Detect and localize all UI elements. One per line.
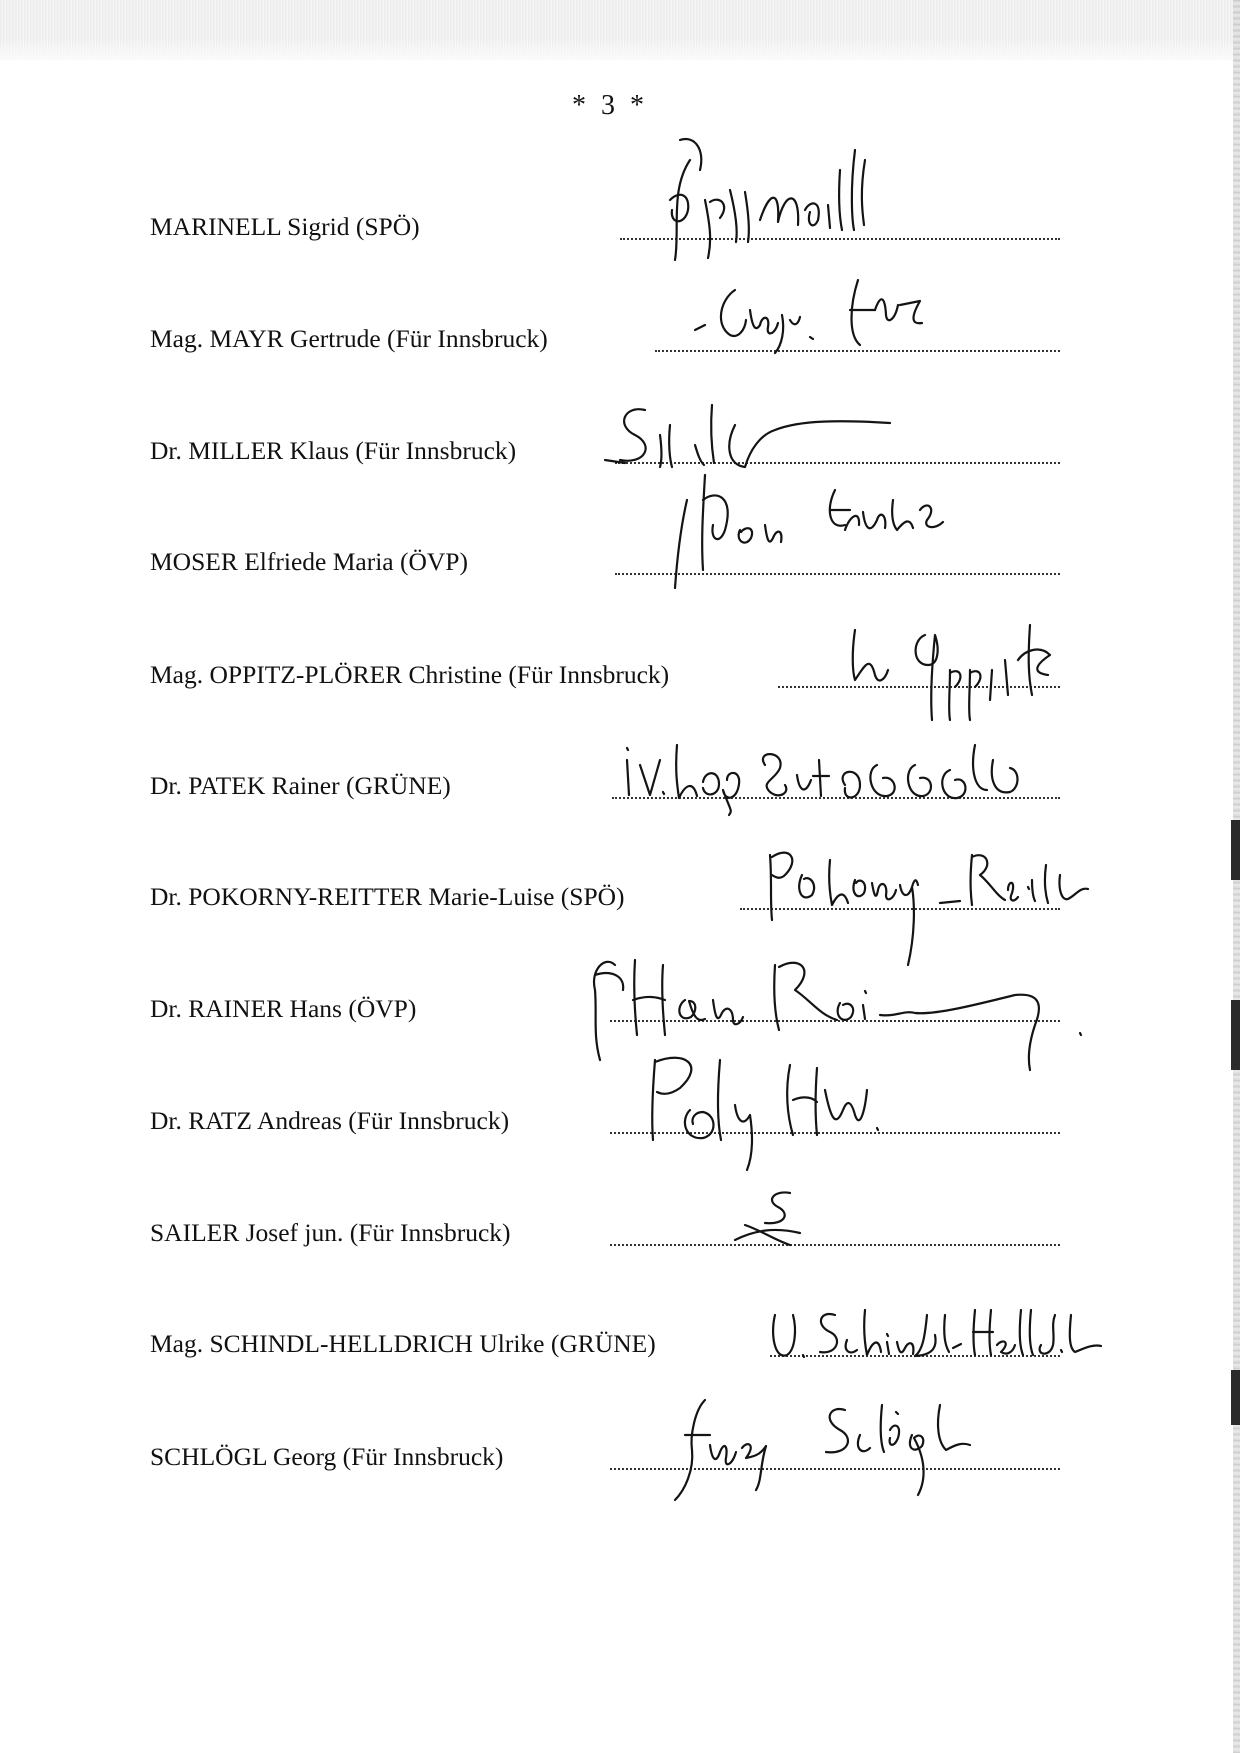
signature-mayr	[690, 265, 950, 360]
signature-sailer	[730, 1185, 820, 1250]
signature-schindl	[765, 1300, 1105, 1370]
scan-edge-mark	[1231, 1000, 1240, 1070]
signature-marinell	[650, 130, 910, 270]
signatory-name: Dr. RAINER Hans (ÖVP)	[150, 994, 417, 1023]
signatory-name: Mag. MAYR Gertrude (Für Innsbruck)	[150, 324, 548, 353]
scan-edge-mark	[1231, 820, 1240, 880]
scan-edge-mark	[1231, 1370, 1240, 1425]
scan-edge-fade	[0, 38, 1240, 68]
signatory-name: Dr. MILLER Klaus (Für Innsbruck)	[150, 436, 517, 465]
signatory-name: Mag. SCHINDL-HELLDRICH Ulrike (GRÜNE)	[150, 1329, 656, 1358]
signature-oppitz	[840, 615, 1075, 725]
signatory-name: SAILER Josef jun. (Für Innsbruck)	[150, 1218, 511, 1247]
signature-ratz	[625, 1040, 955, 1175]
signature-moser	[665, 470, 955, 595]
signatory-name: MOSER Elfriede Maria (ÖVP)	[150, 547, 468, 576]
signatory-name: Dr. PATEK Rainer (GRÜNE)	[150, 771, 451, 800]
signatory-name: Dr. POKORNY-REITTER Marie-Luise (SPÖ)	[150, 882, 625, 911]
signatory-name: Mag. OPPITZ-PLÖRER Christine (Für Innsbruck)	[150, 660, 670, 689]
signature-row	[150, 206, 1060, 246]
page-number: * 3 *	[572, 90, 648, 121]
signature-schloegl	[650, 1390, 1010, 1505]
signatory-name: Dr. RATZ Andreas (Für Innsbruck)	[150, 1106, 510, 1135]
signature-patek	[615, 730, 1075, 815]
signatory-name: MARINELL Sigrid (SPÖ)	[150, 212, 420, 241]
signature-row	[150, 1212, 1060, 1252]
signature-line	[610, 1244, 1060, 1246]
signatory-name: SCHLÖGL Georg (Für Innsbruck)	[150, 1442, 504, 1471]
